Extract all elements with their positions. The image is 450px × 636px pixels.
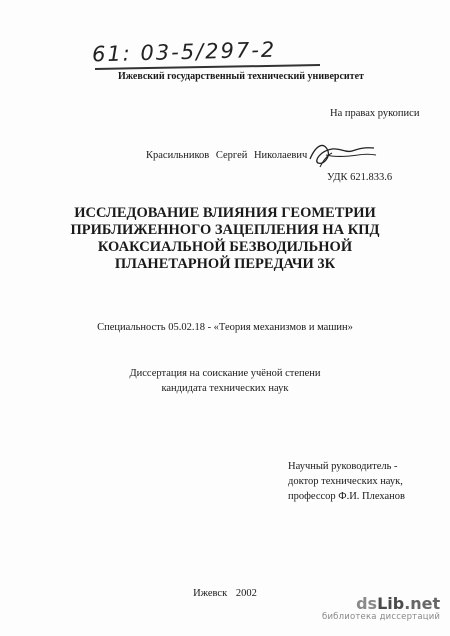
title-line: ПЛАНЕТАРНОЙ ПЕРЕДАЧИ 3К (114, 256, 336, 272)
city-year: Ижевск 2002 (193, 588, 257, 599)
manuscript-rights-note: На правах рукописи (330, 108, 420, 119)
watermark-brand (322, 596, 440, 612)
udk-code: УДК 621.833.6 (327, 172, 393, 183)
dslib-watermark-logo (322, 596, 440, 622)
supervisor-block (288, 459, 405, 504)
supervisor-line: профессор Ф.И. Плеханов (288, 491, 405, 502)
title-line: ПРИБЛИЖЕННОГО ЗАЦЕПЛЕНИЯ НА КПД (70, 222, 380, 238)
handwritten-archive-number: 61: 03-5/297-2 (91, 37, 277, 67)
dissertation-degree (40, 366, 410, 396)
author-name: Красильников Сергей Николаевич (146, 150, 308, 161)
degree-line: Диссертация на соискание учёной степени (129, 368, 321, 379)
specialty: Специальность 05.02.18 - «Теория механизмов и машин» (97, 322, 353, 333)
degree-line: кандидата технических наук (161, 383, 289, 394)
title-line: КОАКСИАЛЬНОЙ БЕЗВОДИЛЬНОЙ (97, 239, 353, 255)
watermark-tagline: библиотека диссертаций (322, 612, 441, 622)
watermark-brand-lib: Lib (377, 594, 405, 613)
watermark-brand-net: .net (404, 594, 441, 613)
dissertation-title (40, 205, 410, 273)
author-signature (306, 137, 378, 173)
watermark-brand-ds: ds (356, 594, 378, 613)
title-line: ИССЛЕДОВАНИЕ ВЛИЯНИЯ ГЕОМЕТРИИ (74, 205, 376, 221)
supervisor-line: доктор технических наук, (288, 476, 403, 487)
supervisor-line: Научный руководитель - (288, 461, 398, 472)
university-name: Ижевский государственный технический университет (118, 71, 364, 82)
